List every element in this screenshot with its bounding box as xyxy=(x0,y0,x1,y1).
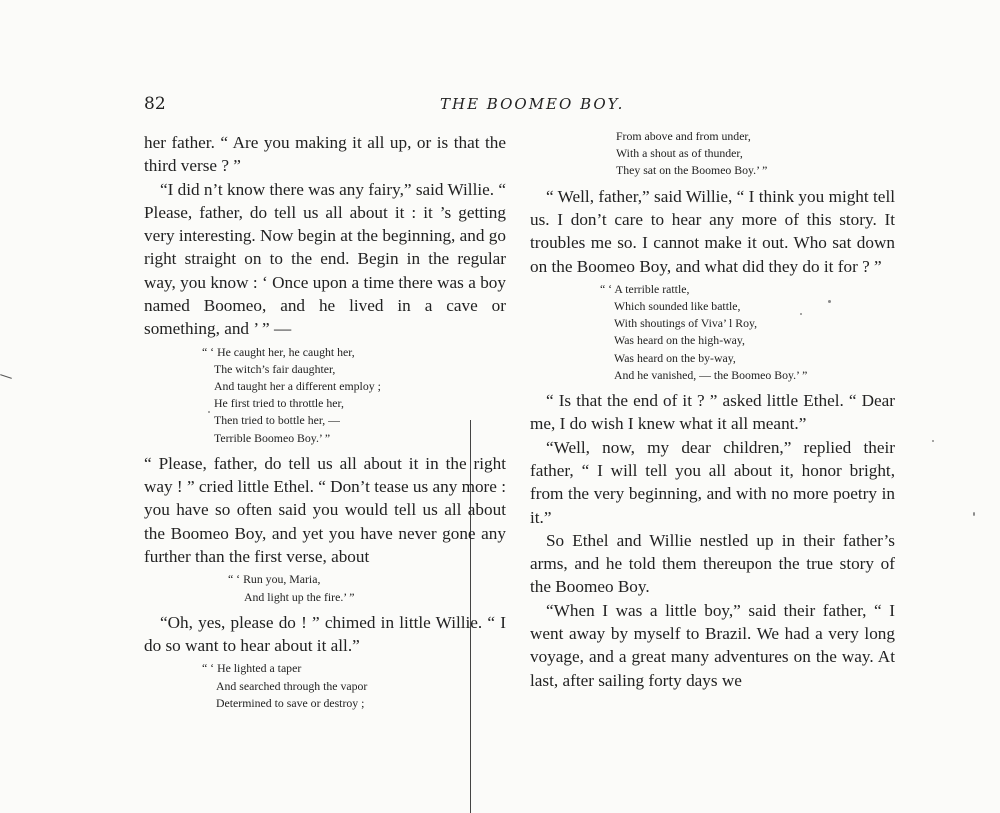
paper-speck xyxy=(973,512,975,516)
verse-line: Determined to save or destroy ; xyxy=(216,695,365,710)
verse-line: With a shout as of thunder, xyxy=(616,146,743,161)
paragraph: “ Well, father,” said Willie, “ I think you might tell us. I don’t care to hear any more of this story. It troubles me so. I cannot make it out. Who sat down on the Boomeo Boy, and what did they do it for ? ” xyxy=(530,186,895,276)
verse-line: They sat on the Boomeo Boy.’ ” xyxy=(616,163,768,178)
paragraph: “ Please, father, do tell us all about it in the right way ! ” cried little Ethel. “ Don’t tease us any more : you have so often said you would tell us all about the Boomeo Boy, and yet you have never gone any further than the first verse, about xyxy=(144,453,506,567)
paragraph: her father. “ Are you making it all up, or is that the third verse ? ” xyxy=(144,133,506,176)
paragraph: “ Is that the end of it ? ” asked little Ethel. “ Dear me, I do wish I knew what it all meant.” xyxy=(530,391,895,434)
verse-line: Was heard on the high-way, xyxy=(614,333,745,348)
paragraph: “Well, now, my dear children,” replied their father, “ I will tell you all about it, honor bright, from the very beginning, and with no more poetry in it.” xyxy=(530,437,895,527)
verse-line: “ ‘ Run you, Maria, xyxy=(228,572,321,587)
running-head: THE BOOMEO BOY. xyxy=(440,95,625,113)
paper-speck xyxy=(932,440,934,442)
left-column xyxy=(144,131,506,717)
verse-line: “ ‘ A terrible rattle, xyxy=(600,281,690,296)
paragraph: So Ethel and Willie nestled up in their father’s arms, and he told them thereupon the true story of the Boomeo Boy. xyxy=(530,530,895,597)
verse-line: And searched through the vapor xyxy=(216,678,368,693)
paragraph: “When I was a little boy,” said their father, “ I went away by myself to Brazil. We had a very long voyage, and a great many adventures on the way. At last, after sailing forty days we xyxy=(530,600,895,690)
verse-line: Which sounded like battle, xyxy=(614,299,741,313)
paragraph: “I did n’t know there was any fairy,” said Willie. “ Please, father, do tell us all about it : it ’s getting very interesting. Now begin at the beginning, and go right straight on to the end. Begin in the regular way, you know : ‘ Once upon a time there was a boy named Boomeo, and he lived in a cave or something, and ’ ” — xyxy=(144,179,506,339)
verse-line: With shoutings of Viva’ l Roy, xyxy=(614,316,758,331)
verse-line: Terrible Boomeo Boy.’ ” xyxy=(214,430,331,445)
page-number: 82 xyxy=(144,94,166,114)
page-edge-mark xyxy=(0,374,12,379)
verse-line: And taught her a different employ ; xyxy=(214,379,381,394)
verse-block xyxy=(228,571,506,605)
verse-line: And light up the fire.’ ” xyxy=(244,589,355,604)
verse-line: Then tried to bottle her, — xyxy=(214,413,340,428)
verse-block xyxy=(616,128,895,180)
verse-line: Was heard on the by-way, xyxy=(614,350,736,365)
verse-block xyxy=(202,344,506,447)
verse-line: The witch’s fair daughter, xyxy=(214,361,336,376)
verse-block xyxy=(202,660,506,712)
verse-line: From above and from under, xyxy=(616,129,751,143)
paragraph: “Oh, yes, please do ! ” chimed in little Willie. “ I do so want to hear about it all.” xyxy=(144,612,506,656)
verse-line: “ ‘ He caught her, he caught her, xyxy=(202,344,355,359)
verse-line: He first tried to throttle her, xyxy=(214,396,344,411)
verse-line: “ ‘ He lighted a taper xyxy=(202,661,302,676)
right-column xyxy=(530,129,895,692)
verse-block xyxy=(600,281,895,384)
verse-line: And he vanished, — the Boomeo Boy.’ ” xyxy=(614,367,808,382)
